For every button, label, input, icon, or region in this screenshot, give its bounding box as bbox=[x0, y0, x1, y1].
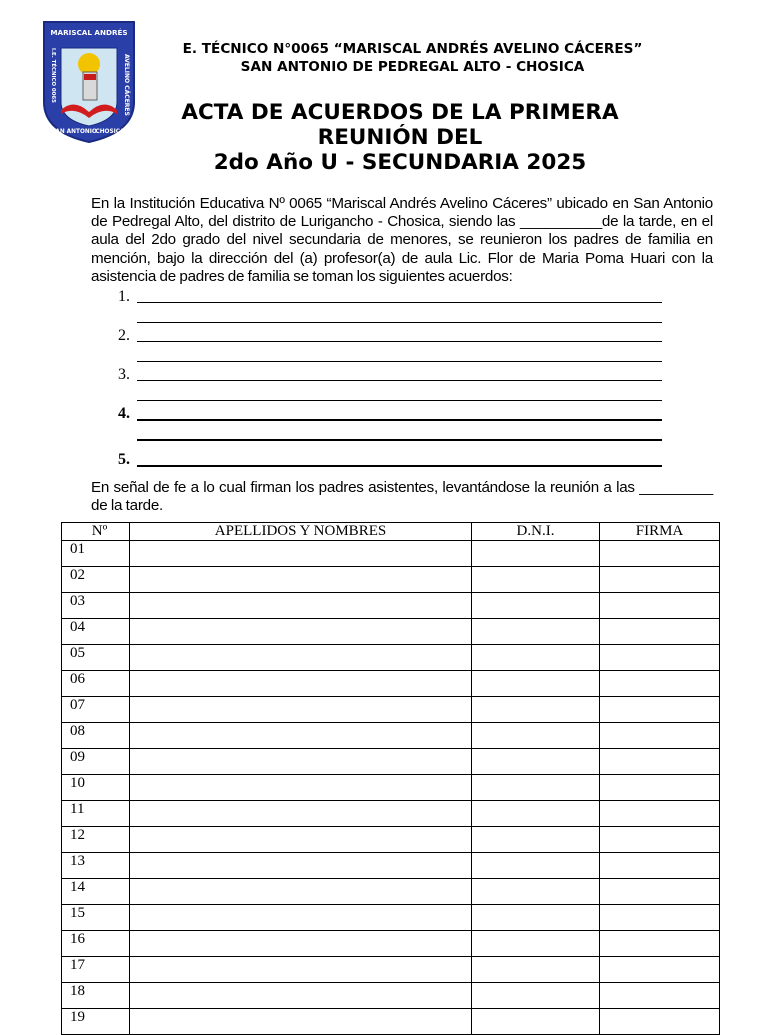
signature-cell[interactable] bbox=[600, 853, 720, 879]
table-row bbox=[62, 671, 720, 697]
column-header-signature: FIRMA bbox=[600, 523, 720, 541]
table-body bbox=[62, 541, 720, 1035]
name-cell[interactable] bbox=[130, 775, 472, 801]
table-row bbox=[62, 775, 720, 801]
dni-cell[interactable] bbox=[472, 567, 600, 593]
agreement-blank-line bbox=[137, 419, 662, 421]
row-number-cell: 04 bbox=[62, 619, 130, 645]
dni-cell[interactable] bbox=[472, 983, 600, 1009]
row-number-cell: 05 bbox=[62, 645, 130, 671]
name-cell[interactable] bbox=[130, 931, 472, 957]
table-row bbox=[62, 905, 720, 931]
logo-bottom-left-text: SAN ANTONIO bbox=[51, 129, 97, 135]
logo-left-text: I.E. TÉCNICO 0065 bbox=[50, 48, 56, 103]
row-number-cell: 09 bbox=[62, 749, 130, 775]
row-number-cell: 06 bbox=[62, 671, 130, 697]
table-row bbox=[62, 541, 720, 567]
school-logo bbox=[34, 14, 144, 148]
name-cell[interactable] bbox=[130, 593, 472, 619]
row-number-cell: 14 bbox=[62, 879, 130, 905]
signature-cell[interactable] bbox=[600, 593, 720, 619]
signature-cell[interactable] bbox=[600, 879, 720, 905]
agreement-blank-line bbox=[137, 322, 662, 323]
document-title bbox=[140, 100, 660, 175]
name-cell[interactable] bbox=[130, 905, 472, 931]
table-row bbox=[62, 619, 720, 645]
table-row bbox=[62, 1009, 720, 1035]
agreement-blank-line bbox=[137, 465, 662, 467]
table-row bbox=[62, 749, 720, 775]
dni-cell[interactable] bbox=[472, 697, 600, 723]
row-number-cell: 18 bbox=[62, 983, 130, 1009]
table-header-row bbox=[62, 523, 720, 541]
row-number-cell: 03 bbox=[62, 593, 130, 619]
logo-side-text: AVELINO CÁCERES bbox=[123, 54, 130, 116]
dni-cell[interactable] bbox=[472, 1009, 600, 1035]
agreement-blank-line bbox=[137, 341, 662, 342]
title-line-3: 2do Año U - SECUNDARIA 2025 bbox=[213, 150, 587, 175]
dni-cell[interactable] bbox=[472, 749, 600, 775]
table-row bbox=[62, 983, 720, 1009]
agreement-blank-line bbox=[137, 361, 662, 362]
row-number-cell: 13 bbox=[62, 853, 130, 879]
name-cell[interactable] bbox=[130, 827, 472, 853]
signature-cell[interactable] bbox=[600, 775, 720, 801]
name-cell[interactable] bbox=[130, 567, 472, 593]
dni-cell[interactable] bbox=[472, 671, 600, 697]
agreement-blank-line bbox=[137, 302, 662, 303]
closing-paragraph: En señal de fe a lo cual firman los padres asistentes, levantándose la reunión a las _________ de la tarde. bbox=[91, 479, 713, 515]
table-row bbox=[62, 593, 720, 619]
name-cell[interactable] bbox=[130, 957, 472, 983]
row-number-cell: 16 bbox=[62, 931, 130, 957]
signature-cell[interactable] bbox=[600, 567, 720, 593]
agreement-number: 1. bbox=[118, 288, 130, 305]
table-row bbox=[62, 567, 720, 593]
signature-cell[interactable] bbox=[600, 1009, 720, 1035]
name-cell[interactable] bbox=[130, 749, 472, 775]
row-number-cell: 08 bbox=[62, 723, 130, 749]
name-cell[interactable] bbox=[130, 723, 472, 749]
row-number-cell: 19 bbox=[62, 1009, 130, 1035]
table-row bbox=[62, 931, 720, 957]
dni-cell[interactable] bbox=[472, 957, 600, 983]
signature-cell[interactable] bbox=[600, 541, 720, 567]
agreement-blank-line bbox=[137, 380, 662, 381]
name-cell[interactable] bbox=[130, 671, 472, 697]
table-row bbox=[62, 697, 720, 723]
dni-cell[interactable] bbox=[472, 775, 600, 801]
signature-cell[interactable] bbox=[600, 645, 720, 671]
name-cell[interactable] bbox=[130, 541, 472, 567]
dni-cell[interactable] bbox=[472, 827, 600, 853]
dni-cell[interactable] bbox=[472, 645, 600, 671]
signature-cell[interactable] bbox=[600, 983, 720, 1009]
agreement-number: 2. bbox=[118, 327, 130, 344]
column-header-number: Nº bbox=[62, 523, 130, 541]
logo-bottom-right-text: CHOSICA bbox=[95, 129, 125, 135]
name-cell[interactable] bbox=[130, 645, 472, 671]
row-number-cell: 11 bbox=[62, 801, 130, 827]
row-number-cell: 01 bbox=[62, 541, 130, 567]
signature-cell[interactable] bbox=[600, 697, 720, 723]
dni-cell[interactable] bbox=[472, 879, 600, 905]
column-header-dni: D.N.I. bbox=[472, 523, 600, 541]
row-number-cell: 17 bbox=[62, 957, 130, 983]
table-row bbox=[62, 801, 720, 827]
row-number-cell: 12 bbox=[62, 827, 130, 853]
agreement-number: 3. bbox=[118, 366, 130, 383]
row-number-cell: 02 bbox=[62, 567, 130, 593]
row-number-cell: 10 bbox=[62, 775, 130, 801]
attendance-table bbox=[61, 522, 720, 1035]
column-header-names: APELLIDOS Y NOMBRES bbox=[130, 523, 472, 541]
title-line-1: ACTA DE ACUERDOS DE LA PRIMERA bbox=[181, 100, 619, 125]
name-cell[interactable] bbox=[130, 1009, 472, 1035]
table-row bbox=[62, 645, 720, 671]
name-cell[interactable] bbox=[130, 853, 472, 879]
row-number-cell: 07 bbox=[62, 697, 130, 723]
table-row bbox=[62, 853, 720, 879]
signature-cell[interactable] bbox=[600, 723, 720, 749]
name-cell[interactable] bbox=[130, 879, 472, 905]
school-location: SAN ANTONIO DE PEDREGAL ALTO - CHOSICA bbox=[240, 59, 585, 75]
agreement-blank-line bbox=[137, 400, 662, 401]
table-row bbox=[62, 957, 720, 983]
dni-cell[interactable] bbox=[472, 619, 600, 645]
row-number-cell: 15 bbox=[62, 905, 130, 931]
dni-cell[interactable] bbox=[472, 801, 600, 827]
dni-cell[interactable] bbox=[472, 931, 600, 957]
school-crest-icon bbox=[34, 14, 144, 148]
intro-paragraph: En la Institución Educativa Nº 0065 “Mariscal Andrés Avelino Cáceres” ubicado en San Antonio de Pedregal Alto, del distrito de Lurigancho - Chosica, siendo las __________de la tarde, en el aula del 2do grado del nivel secundaria de menores, se reunieron los padres de familia en mención, bajo la dirección del (a) profesor(a) de aula Lic. Flor de Maria Poma Huari con la asistencia de padres de familia se toman los siguientes acuerdos: bbox=[91, 195, 713, 285]
agreement-number: 4. bbox=[118, 405, 130, 422]
name-cell[interactable] bbox=[130, 801, 472, 827]
signature-cell[interactable] bbox=[600, 957, 720, 983]
signature-cell[interactable] bbox=[600, 749, 720, 775]
agreement-number: 5. bbox=[118, 451, 130, 468]
school-name: E. TÉCNICO N°0065 “MARISCAL ANDRÉS AVELINO CÁCERES” bbox=[182, 41, 643, 57]
dni-cell[interactable] bbox=[472, 541, 600, 567]
signature-cell[interactable] bbox=[600, 801, 720, 827]
signature-cell[interactable] bbox=[600, 905, 720, 931]
table-row bbox=[62, 879, 720, 905]
dni-cell[interactable] bbox=[472, 593, 600, 619]
dni-cell[interactable] bbox=[472, 723, 600, 749]
logo-top-text: MARISCAL ANDRÉS bbox=[50, 28, 128, 37]
table-row bbox=[62, 827, 720, 853]
dni-cell[interactable] bbox=[472, 853, 600, 879]
name-cell[interactable] bbox=[130, 983, 472, 1009]
agreement-blank-line bbox=[137, 439, 662, 441]
dni-cell[interactable] bbox=[472, 905, 600, 931]
title-line-2: REUNIÓN DEL bbox=[317, 125, 483, 150]
signature-cell[interactable] bbox=[600, 671, 720, 697]
signature-cell[interactable] bbox=[600, 827, 720, 853]
signature-cell[interactable] bbox=[600, 619, 720, 645]
table-row bbox=[62, 723, 720, 749]
signature-cell[interactable] bbox=[600, 931, 720, 957]
name-cell[interactable] bbox=[130, 619, 472, 645]
name-cell[interactable] bbox=[130, 697, 472, 723]
